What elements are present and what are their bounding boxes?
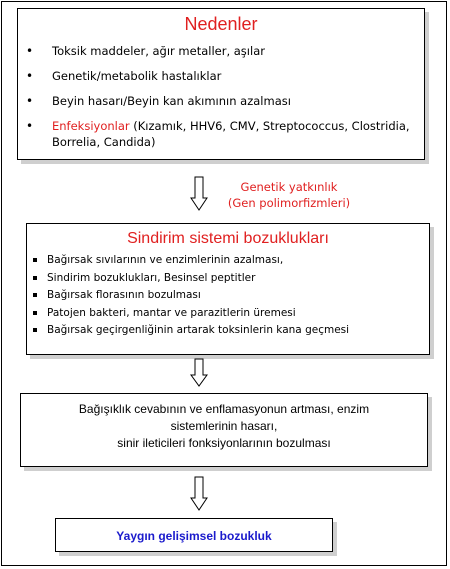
list-item: • Beyin hasarı/Beyin kan akımının azalması xyxy=(26,94,291,108)
outcome-box xyxy=(55,518,333,552)
down-arrow-icon xyxy=(189,476,209,512)
list-item: Sindirim bozuklukları, Besinsel peptitler xyxy=(27,271,429,285)
list-item: Bağırsak sıvılarının ve enzimlerinin azalması, xyxy=(27,253,429,267)
genetic-predisposition-label: Genetik yatkınlık (Gen polimorfizmleri) xyxy=(227,180,351,210)
infection-detail: (Kızamık, HHV6, CMV, Streptococcus, Clostridia, Borrelia, Candida) xyxy=(52,119,410,149)
immune-box: Bağışıklık cevabının ve enflamasyonun artması, enzim sistemlerinin hasarı, sinir ileticileri fonksiyonlarının bozulması xyxy=(20,393,428,467)
causes-box xyxy=(17,8,425,160)
digestive-title: Sindirim sistemi bozuklukları xyxy=(127,230,329,247)
bullet-icon: • xyxy=(26,44,34,58)
infection-label: Enfeksiyonlar xyxy=(52,119,130,133)
outcome-label: Yaygın gelişimsel bozukluk xyxy=(116,529,272,543)
square-bullet-icon xyxy=(33,311,37,315)
square-bullet-icon xyxy=(33,276,37,280)
down-arrow-icon xyxy=(189,358,209,388)
square-bullet-icon xyxy=(33,258,37,262)
list-item: • Genetik/metabolik hastalıklar xyxy=(26,69,222,83)
down-arrow-icon xyxy=(189,176,209,212)
bullet-icon: • xyxy=(26,119,34,133)
list-item xyxy=(18,118,424,150)
digestive-box xyxy=(26,223,430,355)
causes-title: Nedenler xyxy=(184,14,258,34)
causes-list xyxy=(18,43,424,150)
list-item: Patojen bakteri, mantar ve parazitlerin üremesi xyxy=(27,306,429,320)
square-bullet-icon xyxy=(33,293,37,297)
list-item: • Toksik maddeler, ağır metaller, aşılar xyxy=(26,44,265,58)
digestive-list xyxy=(27,253,429,337)
bullet-icon: • xyxy=(26,94,34,108)
list-item: Bağırsak geçirgenliğinin artarak toksinlerin kana geçmesi xyxy=(27,323,429,337)
square-bullet-icon xyxy=(33,328,37,332)
list-item: Bağırsak florasının bozulması xyxy=(27,288,429,302)
bullet-icon: • xyxy=(26,69,34,83)
